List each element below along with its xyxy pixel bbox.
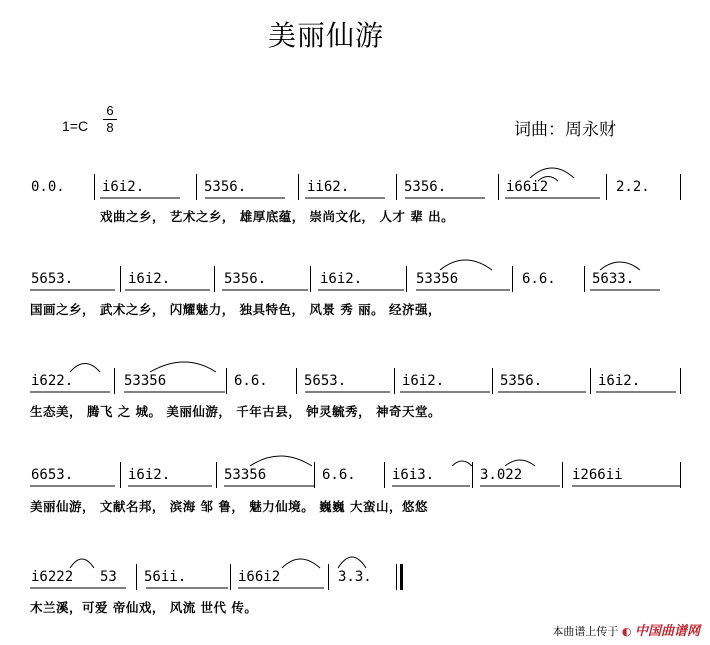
measure: 53356 [224,467,267,483]
measure: 5653. [31,271,74,287]
measure: 0.0. [31,179,65,195]
measure: 2.2. [616,179,650,195]
barline [136,564,137,590]
measure: 5653. [304,373,347,389]
measure: i6i3. [392,467,435,483]
measure: 3.3. [338,569,372,585]
time-signature-bottom: 8 [103,119,117,136]
barline [296,368,297,394]
measure: 53356 [416,271,459,287]
lyrics-row-3: 生态美， 腾飞 之 城。 美丽仙游， 千年古县， 钟灵毓秀， 神奇天堂。 [30,404,441,419]
slur-arc [70,364,100,373]
measure: 53 [100,569,117,585]
measure: 5356. [404,179,447,195]
lyrics-row-5: 木兰溪，可爱 帝仙戏， 风流 世代 传。 [30,600,258,615]
barline [394,368,395,394]
barline [562,462,563,488]
site-logo-icon: ◐ [621,625,632,638]
barline [680,462,681,488]
barline [492,368,493,394]
measure: i66i2 [506,179,549,195]
measure: 6.6. [234,373,268,389]
measure: i6i2. [102,179,145,195]
barline [680,174,681,200]
measure: i6i2. [128,467,171,483]
measure: i6i2. [320,271,363,287]
barline [214,266,215,292]
barline [384,462,385,488]
barline [120,462,121,488]
barline [512,266,513,292]
slur-arc [452,461,472,466]
key-signature: 1=C [62,118,89,134]
barline [230,564,231,590]
credits: 词曲：周永财 [514,120,616,140]
lyrics-row-4: 美丽仙游， 文献名邦， 滨海 邹 鲁， 魅力仙境。 巍巍 大蛮山，悠悠 [30,499,428,514]
barline [216,462,217,488]
barline [226,368,227,394]
measure: 6.6. [322,467,356,483]
measure: i6i2. [598,373,641,389]
song-title: 美丽仙游 [268,19,385,52]
barline [94,174,95,200]
final-barline-thin [396,564,397,590]
final-barline-thick [400,564,403,590]
measure: 5633. [592,271,635,287]
slur-arc [70,559,94,568]
barline [590,368,591,394]
barline [310,266,311,292]
site-brand: 中国曲谱网 [634,624,700,639]
measure: 5356. [500,373,543,389]
barline [298,174,299,200]
time-signature-top: 6 [106,103,114,118]
barline [680,368,681,394]
measure: i6i2. [128,271,171,287]
measure: 53356 [124,373,167,389]
barline [606,174,607,200]
barline [498,174,499,200]
barline [328,564,329,590]
barline [472,462,473,488]
measure: 6653. [31,467,74,483]
barline [406,266,407,292]
barline [120,266,121,292]
barline [114,368,115,394]
barline [396,174,397,200]
lyrics-row-1: 戏曲之乡， 艺术之乡， 雄厚底蕴， 崇尚文化， 人才 辈 出。 [100,209,455,224]
barline [314,462,315,488]
lyrics-row-2: 国画之乡， 武术之乡， 闪耀魅力， 独具特色， 风景 秀 丽。 经济强， [30,302,441,317]
slur-arc [282,559,320,568]
measure: 6.6. [522,271,556,287]
measure: i266ii [572,467,623,483]
measure: i6222 [31,569,74,585]
barline [584,266,585,292]
barline [196,174,197,200]
measure: 56ii. [144,569,187,585]
measure: i622. [31,373,74,389]
measure: 5356. [204,179,247,195]
source-footer [552,620,700,639]
measure: ii62. [307,179,350,195]
measure: 5356. [224,271,267,287]
measure: 3.022 [480,467,523,483]
measure: i6i2. [402,373,445,389]
footer-prefix: 本曲谱上传于 [552,625,619,638]
time-signature [103,103,117,136]
measure: i66i2 [238,569,281,585]
